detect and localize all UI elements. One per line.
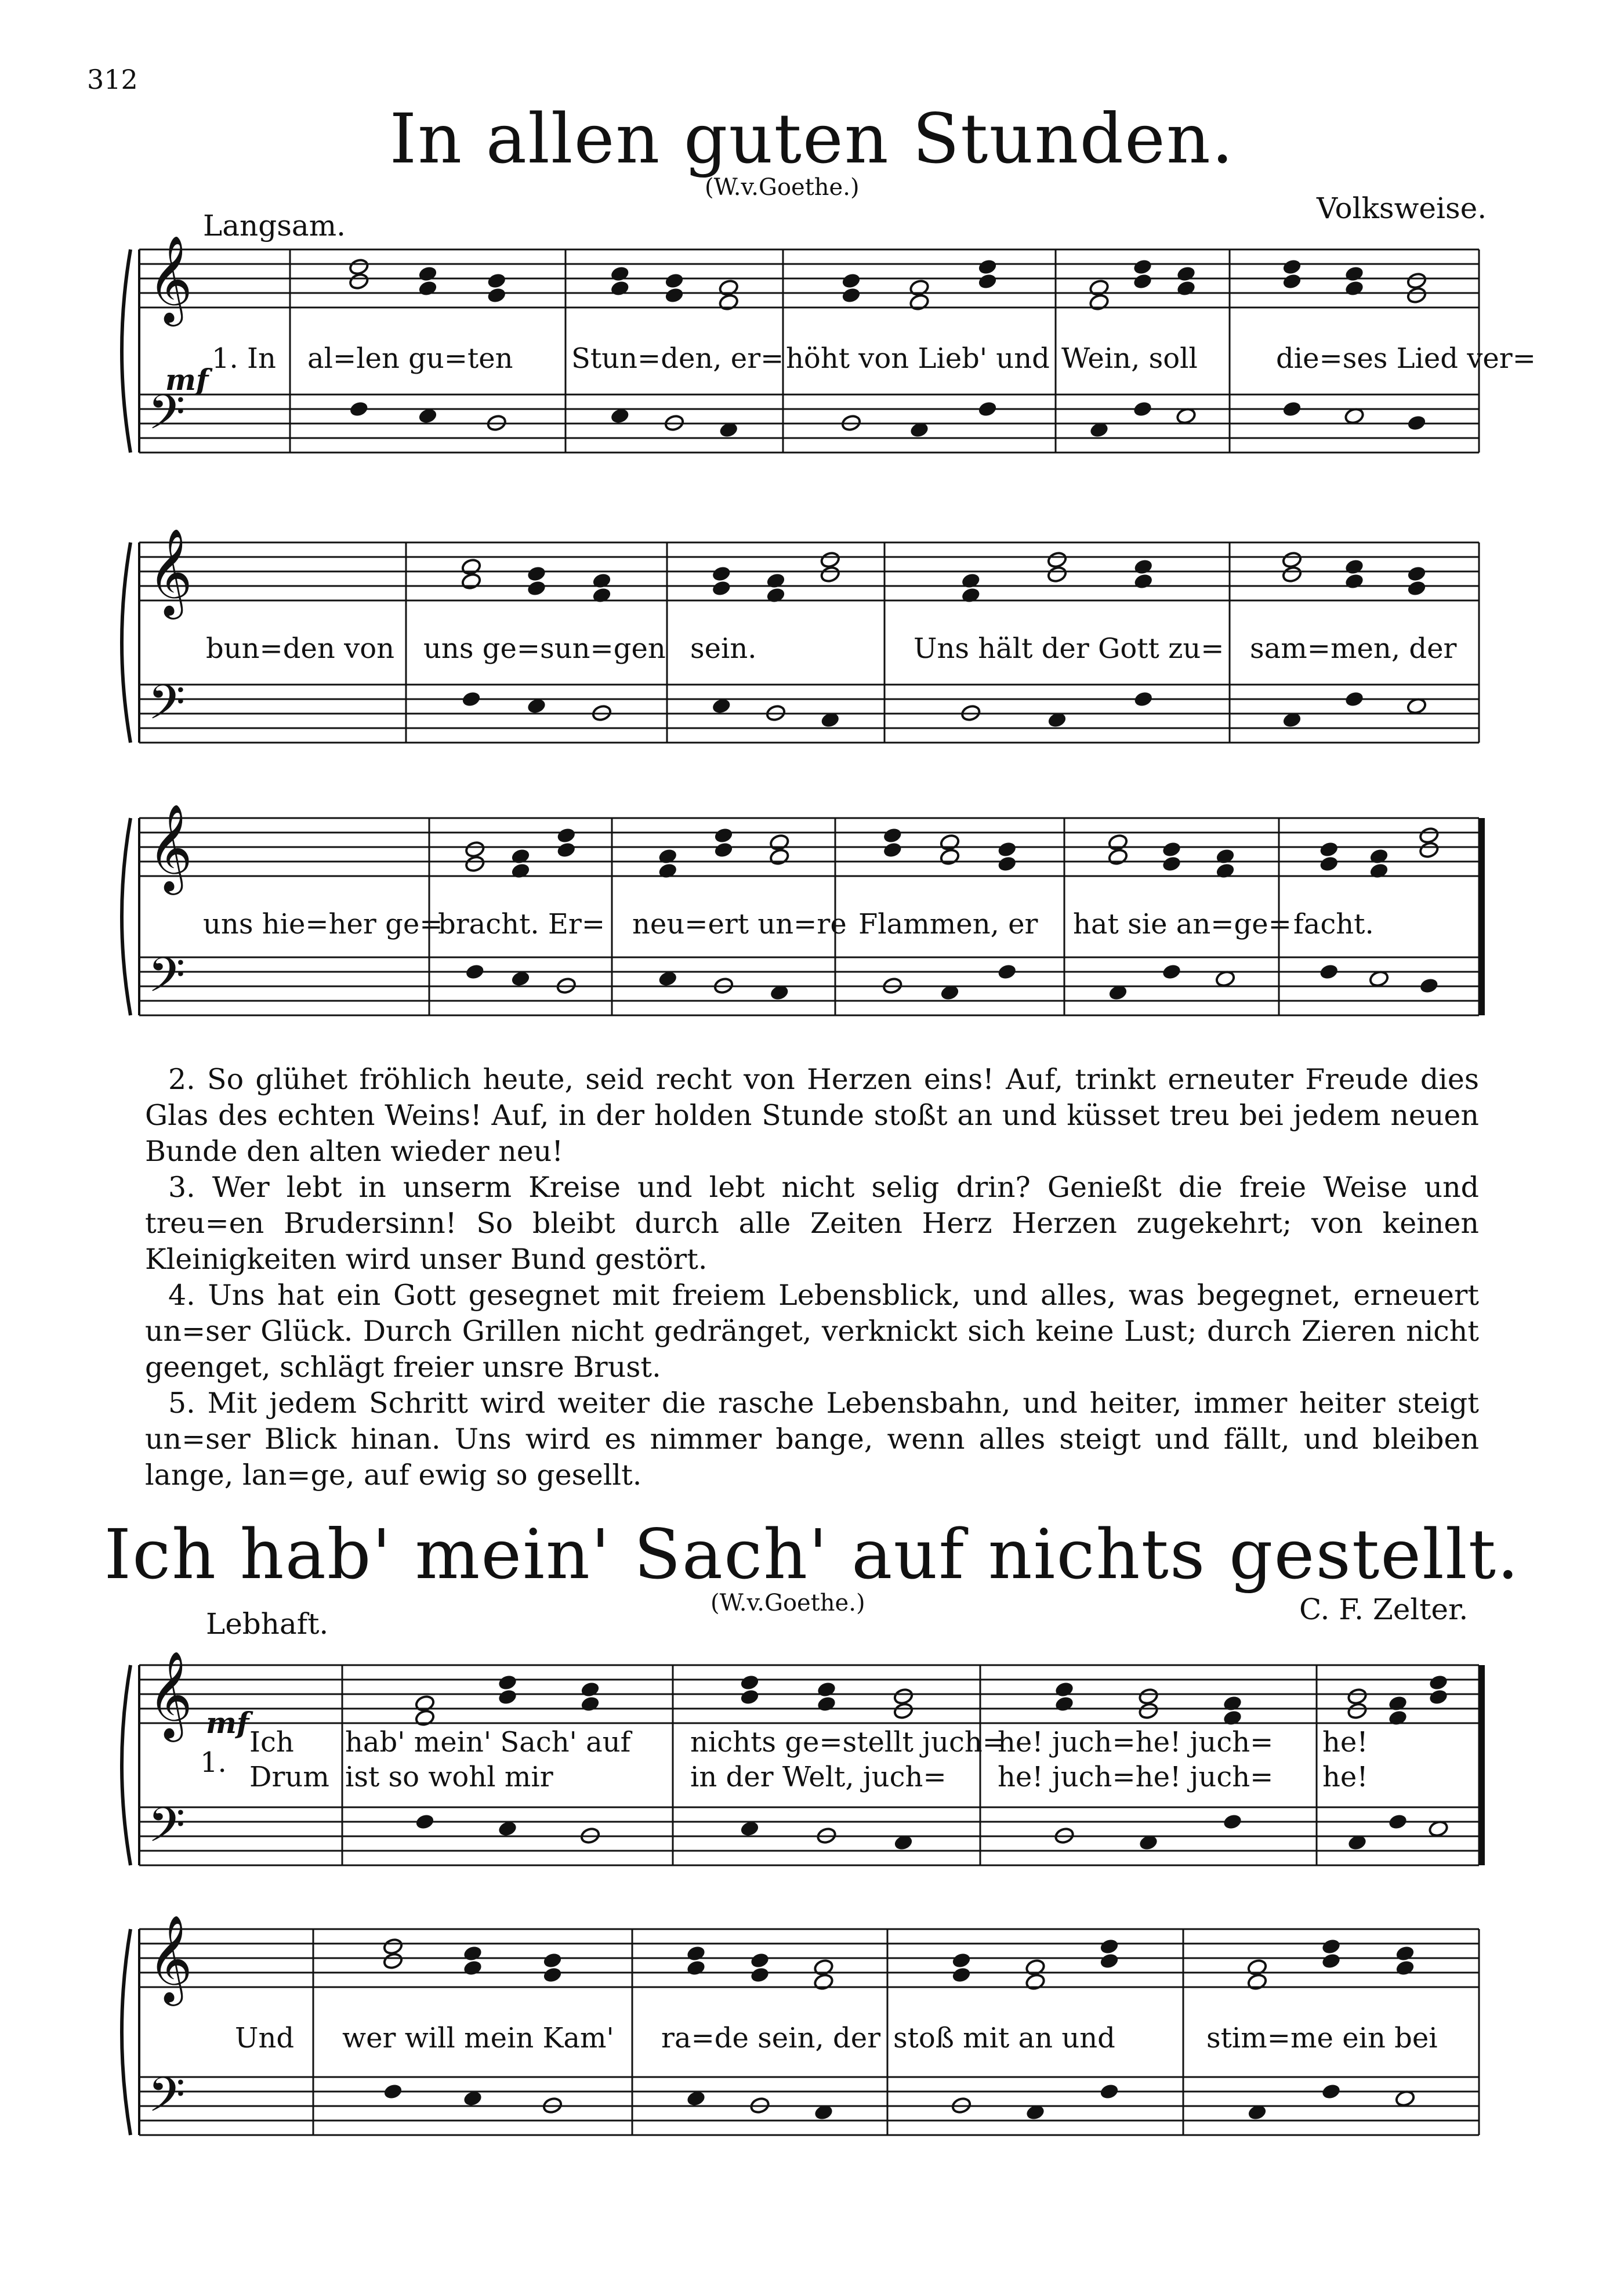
note-head — [1047, 551, 1068, 569]
note-head — [769, 848, 790, 866]
note-head — [1025, 1973, 1046, 1991]
note-head — [1387, 1813, 1408, 1831]
note-head — [996, 855, 1017, 873]
clef: 𝄞 — [148, 527, 193, 616]
note-head — [415, 1709, 436, 1727]
note-head — [1054, 1681, 1075, 1699]
note-head — [1318, 841, 1339, 859]
note-head — [740, 1688, 760, 1706]
lyric: he! — [1322, 1761, 1368, 1793]
lyric: Flammen, er — [858, 908, 1038, 940]
note-head — [977, 258, 998, 276]
note-head — [951, 1952, 972, 1970]
note-head — [882, 827, 903, 845]
note-head — [740, 1674, 760, 1692]
note-head — [1347, 1702, 1368, 1720]
note-head — [940, 848, 960, 866]
note-head — [1318, 855, 1339, 873]
lyric: uns hie=her ge= — [203, 908, 443, 940]
verse-5: 5. Mit jedem Schritt wird weiter die rasche Lebensbahn, und heiter, immer heiter steigt un=ser Blick hinan. Uns wird es nimmer bange, wenn alles steigt und fällt, und bleiben lange, lan=ge, auf ewig so gesellt. — [145, 1387, 1479, 1492]
note-head — [349, 258, 369, 276]
verse-3: 3. Wer lebt in unserm Kreise und lebt nicht selig drin? Genießt die freie Weise und treu=en Brudersinn! So bleibt durch alle Zeiten Herz Herzen zugekehrt; von keinen Kleinigkeiten wird unser Bund gestört. — [145, 1171, 1479, 1276]
note-head — [415, 1695, 436, 1713]
note-head — [1054, 1695, 1075, 1713]
note-head — [909, 294, 930, 312]
note-head — [940, 834, 960, 852]
page-number: 312 — [87, 64, 138, 95]
lyric: stoß mit an und — [893, 2022, 1115, 2054]
note-head — [664, 272, 685, 290]
note-head — [383, 1938, 404, 1956]
note-head — [657, 862, 678, 880]
note-head — [542, 1952, 563, 1970]
lyric: he! juch=he! juch= — [998, 1726, 1274, 1759]
note-head — [1395, 1945, 1416, 1963]
lyric: ra=de sein, der — [661, 2022, 881, 2054]
note-head — [461, 573, 482, 591]
note-head — [1161, 963, 1182, 981]
lyric: bracht. Er= — [438, 908, 606, 940]
note-head — [664, 287, 685, 305]
note-head — [977, 273, 998, 291]
note-head — [610, 265, 630, 283]
note-head — [1282, 273, 1303, 291]
lyric: sein. — [690, 632, 757, 665]
note-head — [882, 841, 903, 859]
brace — [122, 249, 130, 453]
note-head — [556, 841, 577, 859]
brace — [122, 542, 130, 743]
note-head — [909, 279, 930, 297]
note-head — [1428, 1674, 1449, 1692]
note-head — [1406, 272, 1427, 290]
note-head — [893, 1702, 914, 1720]
note-head — [1406, 580, 1427, 598]
clef: 𝄢 — [148, 2067, 186, 2134]
lyric: Uns hält der Gott zu= — [913, 632, 1224, 665]
note-head — [1318, 963, 1339, 981]
lyric: in der Welt, juch= — [690, 1761, 947, 1793]
note-head — [418, 280, 438, 298]
note-head — [1133, 690, 1154, 708]
note-head — [1282, 400, 1303, 418]
clef: 𝄢 — [148, 384, 186, 452]
note-head — [1395, 1959, 1416, 1977]
note-head — [1176, 265, 1197, 283]
lyric: facht. — [1293, 908, 1374, 940]
note-head — [1133, 573, 1154, 591]
lyric: he! juch=he! juch= — [998, 1761, 1274, 1793]
note-head — [526, 565, 547, 583]
clef: 𝄞 — [148, 1650, 193, 1738]
song1-title: In allen guten Stunden. — [389, 99, 1235, 179]
note-head — [749, 1966, 770, 1984]
note-head — [580, 1695, 601, 1713]
lyric: hab' mein' Sach' auf — [345, 1726, 631, 1759]
note-head — [1344, 558, 1365, 576]
lyric: hat sie an=ge= — [1073, 908, 1292, 940]
lyric: nichts ge=stellt juch= — [690, 1726, 1006, 1759]
note-head — [996, 963, 1017, 981]
note-head — [1222, 1813, 1243, 1831]
song1-composer: Volksweise. — [1317, 191, 1487, 225]
verses-block — [145, 1062, 1479, 1493]
note-head — [510, 862, 531, 880]
note-head — [749, 1952, 770, 1970]
verse-4: 4. Uns hat ein Gott gesegnet mit freiem Lebensblick, und alles, was begegnet, erneuert un=ser Glück. Durch Grillen nicht gedränget, verknickt sich keine Lust; durch Zieren nicht geenget, schlägt freier unsre Brust. — [145, 1279, 1479, 1384]
note-head — [718, 279, 739, 297]
clef: 𝄞 — [148, 234, 193, 323]
note-head — [592, 572, 612, 590]
note-head — [1132, 258, 1153, 276]
note-head — [766, 587, 786, 605]
lyric: Drum — [249, 1761, 329, 1793]
note-head — [1132, 400, 1153, 418]
lyric: he! — [1322, 1726, 1368, 1759]
note-head — [1282, 551, 1303, 569]
note-head — [610, 280, 630, 298]
note-head — [1247, 1973, 1268, 1991]
note-head — [383, 2083, 404, 2101]
note-head — [711, 565, 732, 583]
note-head — [820, 551, 840, 569]
note-head — [960, 587, 981, 605]
note-head — [461, 558, 482, 576]
note-head — [1387, 1695, 1408, 1713]
note-head — [1138, 1702, 1159, 1720]
song2-title: Ich hab' mein' Sach' auf nichts gestellt. — [104, 1514, 1520, 1594]
note-head — [813, 1973, 834, 1991]
song2-composer: C. F. Zelter. — [1299, 1593, 1469, 1626]
lyric: höht von Lieb' und — [786, 342, 1050, 375]
note-head — [1089, 279, 1110, 297]
note-head — [977, 400, 998, 418]
note-head — [415, 1813, 436, 1831]
lyric: stim=me ein bei — [1206, 2022, 1438, 2054]
note-head — [418, 265, 438, 283]
note-head — [841, 272, 862, 290]
lyric: Wein, soll — [1061, 342, 1198, 375]
brace — [122, 1665, 130, 1865]
brace — [122, 818, 130, 1015]
lyric: sam=men, der — [1250, 632, 1457, 665]
song2-tempo: Lebhaft. — [206, 1607, 329, 1641]
lyric: al=len gu=ten — [307, 342, 513, 375]
note-head — [486, 272, 507, 290]
note-head — [1344, 265, 1365, 283]
note-head — [1176, 280, 1197, 298]
note-head — [1369, 848, 1390, 866]
note-head — [686, 1945, 706, 1963]
note-head — [1419, 827, 1440, 845]
note-head — [718, 294, 739, 312]
note-head — [497, 1688, 518, 1706]
note-head — [1215, 848, 1236, 866]
note-head — [1222, 1709, 1243, 1727]
note-head — [1099, 2083, 1120, 2101]
note-head — [816, 1681, 837, 1699]
lyric: Ich — [249, 1726, 294, 1759]
note-head — [465, 841, 485, 859]
note-head — [486, 287, 507, 305]
note-head — [465, 855, 485, 873]
note-head — [1428, 1688, 1449, 1706]
verse-number: 1. — [200, 1746, 227, 1779]
note-head — [893, 1688, 914, 1706]
note-head — [1047, 566, 1068, 584]
note-head — [592, 587, 612, 605]
clef: 𝄢 — [148, 674, 186, 742]
lyric: 1. In — [212, 342, 276, 375]
note-head — [580, 1681, 601, 1699]
note-head — [766, 572, 786, 590]
brace — [122, 1929, 130, 2135]
note-head — [1215, 862, 1236, 880]
song1-dynamic: mf — [165, 363, 209, 397]
clef: 𝄞 — [148, 803, 193, 891]
note-head — [686, 1959, 706, 1977]
song2-dynamic: mf — [206, 1706, 249, 1740]
lyric: neu=ert un=re — [632, 908, 847, 940]
note-head — [1138, 1688, 1159, 1706]
lyric: bun=den von — [206, 632, 395, 665]
note-head — [349, 273, 369, 291]
note-head — [1406, 414, 1427, 432]
note-head — [1347, 1688, 1368, 1706]
note-head — [542, 1966, 563, 1984]
note-head — [1344, 573, 1365, 591]
note-head — [1419, 841, 1440, 859]
note-head — [1321, 1938, 1342, 1956]
note-head — [1089, 294, 1110, 312]
note-head — [713, 841, 734, 859]
note-head — [1321, 2083, 1342, 2101]
note-head — [1282, 566, 1303, 584]
note-head — [1222, 1695, 1243, 1713]
clef: 𝄞 — [148, 1914, 193, 2002]
note-head — [349, 400, 369, 418]
note-head — [462, 1945, 483, 1963]
note-head — [462, 1959, 483, 1977]
note-head — [816, 1695, 837, 1713]
note-head — [461, 690, 482, 708]
clef: 𝄢 — [148, 1797, 186, 1865]
note-head — [1025, 1959, 1046, 1977]
note-head — [841, 287, 862, 305]
clef: 𝄢 — [148, 947, 186, 1015]
lyric: wer will mein Kam' — [342, 2022, 614, 2054]
note-head — [713, 827, 734, 845]
note-head — [769, 834, 790, 852]
note-head — [711, 580, 732, 598]
note-head — [1108, 834, 1129, 852]
note-head — [1344, 280, 1365, 298]
song1-tempo: Langsam. — [203, 209, 346, 243]
verse-2: 2. So glühet fröhlich heute, seid recht von Herzen eins! Auf, trinkt erneuter Freude dies Glas des echten Weins! Auf, in der holden Stunde stoßt an und küsset treu bei jedem neuen Bunde den alten wieder neu! — [145, 1063, 1479, 1168]
note-head — [1247, 1959, 1268, 1977]
note-head — [1406, 565, 1427, 583]
note-head — [813, 1959, 834, 1977]
note-head — [510, 848, 531, 866]
lyric: uns ge=sun=gen — [423, 632, 666, 665]
note-head — [497, 1674, 518, 1692]
note-head — [1419, 977, 1440, 995]
note-head — [383, 1952, 404, 1970]
note-head — [1344, 690, 1365, 708]
note-head — [556, 827, 577, 845]
note-head — [996, 841, 1017, 859]
note-head — [960, 572, 981, 590]
lyric: ist so wohl mir — [345, 1761, 553, 1793]
lyric: Stun=den, er= — [571, 342, 784, 375]
note-head — [820, 566, 840, 584]
note-head — [1108, 848, 1129, 866]
note-head — [951, 1966, 972, 1984]
note-head — [1099, 1952, 1120, 1970]
song1-author: (W.v.Goethe.) — [705, 174, 860, 201]
lyric: Und — [235, 2022, 295, 2054]
note-head — [1282, 258, 1303, 276]
note-head — [1369, 862, 1390, 880]
note-head — [1161, 855, 1182, 873]
note-head — [1321, 1952, 1342, 1970]
lyric: die=ses Lied ver= — [1276, 342, 1536, 375]
note-head — [1132, 273, 1153, 291]
note-head — [1133, 558, 1154, 576]
note-head — [1387, 1709, 1408, 1727]
note-head — [657, 848, 678, 866]
note-head — [526, 580, 547, 598]
note-head — [465, 963, 485, 981]
note-head — [1099, 1938, 1120, 1956]
note-head — [1406, 287, 1427, 305]
song2-author: (W.v.Goethe.) — [710, 1590, 865, 1616]
note-head — [1161, 841, 1182, 859]
